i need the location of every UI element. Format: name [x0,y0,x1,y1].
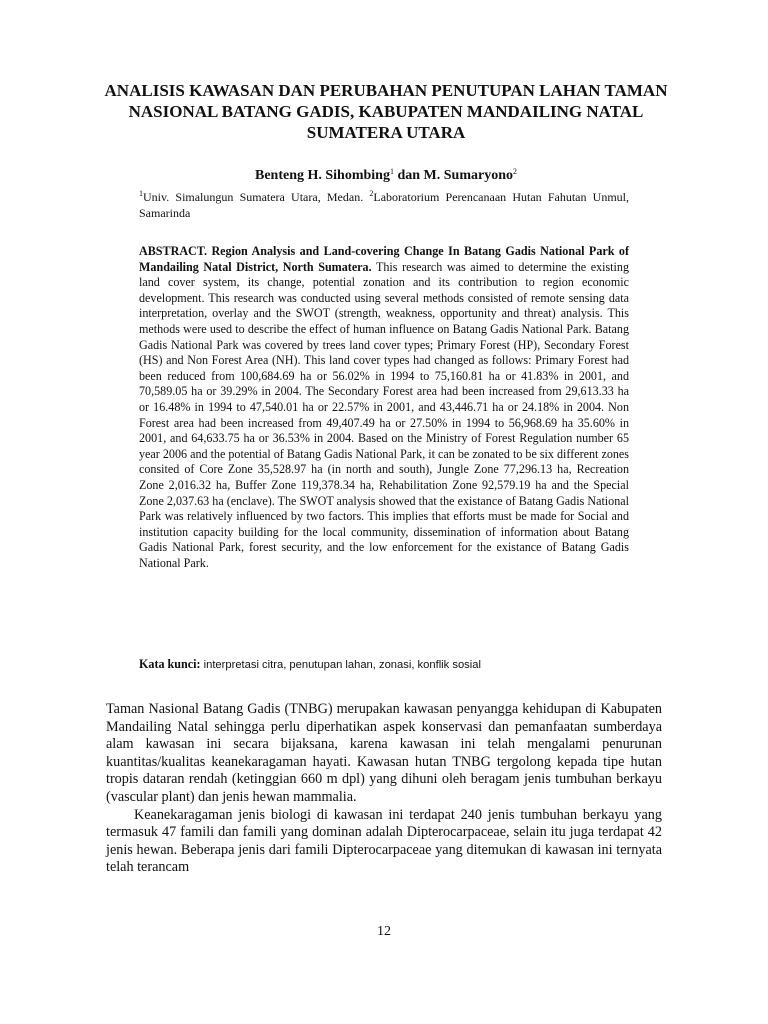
author-connector: dan [393,168,424,183]
keywords-text: interpretasi citra, penutupan lahan, zonasi, konflik sosial [200,659,481,671]
affiliation-1: Univ. Simalungun Sumatera Utara, Medan. [143,190,370,204]
author-1: Benteng H. Sihombing [254,168,390,183]
body-text [106,701,662,877]
abstract [139,244,629,571]
author-2-affiliation-mark: 2 [513,167,517,176]
affiliations [139,189,629,221]
keywords-label: Kata kunci: [139,657,201,671]
affiliation-2-mark: 2 [369,189,374,198]
author-2: M. Sumaryono [423,168,513,183]
body-paragraph-2: Keanekaragaman jenis biologi di kawasan ini terdapat 240 jenis tumbuhan berkayu yang termasuk 47 famili dan famili yang dominan adalah Dipterocarpaceae, selain itu juga terdapat 42 jenis hewan. Beberapa jenis dari famili Dipterocarpaceae yang ditemukan di kawasan ini ternyata telah terancam [106,806,662,876]
author-line [100,167,672,185]
paper-title: ANALISIS KAWASAN DAN PERUBAHAN PENUTUPAN LAHAN TAMAN NASIONAL BATANG GADIS, KABUPATEN MANDAILING NATAL SUMATERA UTARA [104,81,668,142]
affiliation-1-mark: 1 [139,189,143,198]
body-paragraph-1: Taman Nasional Batang Gadis (TNBG) merupakan kawasan penyangga kehidupan di Kabupaten Mandailing Natal sehingga perlu diperhatikan aspek konservasi dan pemanfaatan sumberdaya alam kawasan ini secara bijaksana, karena kawasan ini telah mengalami penurunan kuantitas/kualitas keanekaragaman hayati. Kawasan hutan TNBG tergolong kepada tipe hutan tropis dataran rendah (ketinggian 660 m dpl) yang dihuni oleh beragam jenis tumbuhan berkayu (vascular plant) dan jenis hewan mammalia. [106,701,662,805]
abstract-text: This research was aimed to determine the existing land cover system, its change, potential zonation and its contribution to region economic development. This research was conducted using several methods consisted of remote sensing data interpretation, overlay and the SWOT (strength, weakness, opportunity and threat) analysis. This methods were used to describe the effect of human influence on Batang Gadis National Park. Batang Gadis National Park was covered by trees land cover types; Primary Forest (HP), Secondary Forest (HS) and Non Forest Area (NH). This land cover types had changed as follows: Primary Forest had been reduced from 100,684.69 ha or 56.02% in 1994 to 75,160.81 ha or 41.83% in 2001, and 70,589.05 ha or 39.29% in 2004. The Secondary Forest area had been increased from 29,613.33 ha or 16.48% in 1994 to 47,540.01 ha or 22.57% in 2001, and 43,446.71 ha or 24.18% in 2004. Non Forest area had been increased from 49,407.49 ha or 27.50% in 1994 to 56,968.69 ha 35.60% in 2001, and 64,633.75 ha or 36.53% in 2004. Based on the Ministry of Forest Regulation number 65 year 2006 and the potential of Batang Gadis National Park, it can be zonated to be six different zones consited of Core Zone 35,528.97 ha (in north and south), Jungle Zone 77,296.13 ha, Recreation Zone 2,016.32 ha, Buffer Zone 119,378.34 ha, Rehabilitation Zone 92,579.19 ha and the Special Zone 2,037.63 ha (enclave). The SWOT analysis showed that the existance of Batang Gadis National Park was relatively influenced by two factors. This implies that efforts must be made for Social and institution capacity building for the local community, dissemination of information about Batang Gadis National Park, forest security, and the low enforcement for the existance of Batang Gadis National Park. [139,259,629,570]
abstract-heading: ABSTRACT. Region Analysis and Land-covering Change In Batang Gadis National Park of Mandailing Natal District, North Sumatera. [139,244,629,274]
author-1-affiliation-mark: 1 [389,167,394,176]
affiliation-2: Laboratorium Perencanaan Hutan Fahutan Unmul, Samarinda [139,190,629,220]
page-number: 12 [377,924,391,939]
keywords [139,656,629,673]
